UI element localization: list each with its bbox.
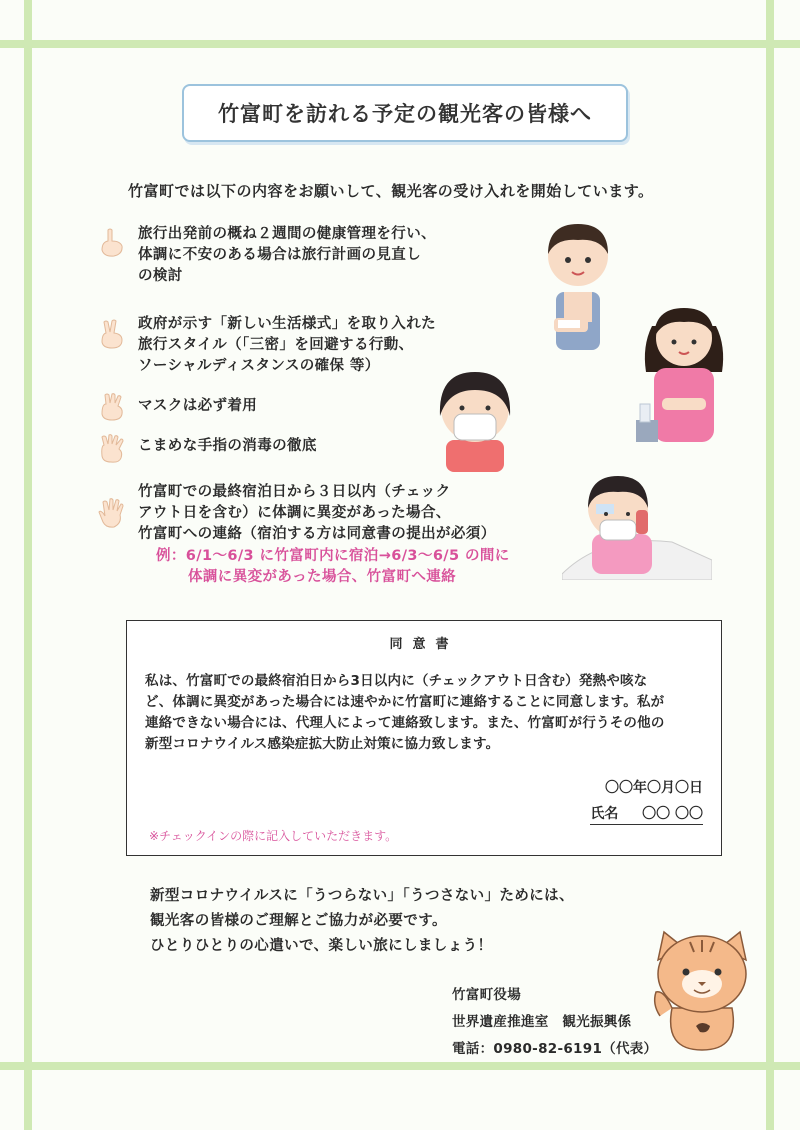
request-item-3: マスクは必ず着用 [138, 398, 258, 414]
frame-line-right [766, 0, 774, 1130]
frame-line-top [0, 40, 800, 48]
contact-info [452, 982, 657, 1063]
request-item-2: 政府が示す「新しい生活様式」を取り入れた 旅行スタイル（「三密」を回避する行動、 ソーシャルディスタンスの確保 等） [138, 316, 436, 374]
hand-four-icon [96, 432, 130, 466]
cat-mascot-illustration [650, 926, 754, 1054]
request-item-5: 竹富町での最終宿泊日から３日以内（チェック アウト日を含む）に体調に異変があった場合、 竹富町への連絡（宿泊する方は同意書の提出が必須） [138, 484, 496, 542]
example-note: 例：6/1～6/3 に竹富町内に宿泊→6/3～6/5 の間に 体調に異変があった場合、竹富町へ連絡 [156, 548, 510, 585]
request-item-1: 旅行出発前の概ね２週間の健康管理を行い、 体調に不安のある場合は旅行計画の見直し の検討 [138, 226, 436, 284]
request-item-4: こまめな手指の消毒の徹底 [138, 438, 317, 454]
contact-dept: 世界遺産推進室 観光振興係 [452, 1014, 632, 1030]
consent-title: 同意書 [389, 637, 459, 652]
consent-body: 私は、竹富町での最終宿泊日から3日以内に（チェックアウト日含む）発熱や咳な ど、体調に異変があった場合には速やかに竹富町に連絡することに同意します。私が 連絡できない場合には、代理人によって連絡致します。また、竹富町が行うその他の 新型コロナウイルス感染症拡大防止対策に協力致します。 [145, 673, 665, 752]
child-mask-illustration [430, 360, 520, 472]
contact-org: 竹富町役場 [452, 987, 521, 1003]
hand-two-icon [96, 318, 130, 352]
woman-illustration [632, 286, 736, 446]
boy-illustration [540, 214, 616, 354]
intro-text: 竹富町では以下の内容をお願いして、観光客の受け入れを開始しています。 [128, 182, 654, 200]
sick-child-illustration [562, 464, 712, 580]
consent-name-line [590, 803, 703, 825]
frame-line-bottom [0, 1062, 800, 1070]
page-title: 竹富町を訪れる予定の観光客の皆様へ [182, 84, 628, 142]
closing-message: 新型コロナウイルスに「うつらない」「うつさない」ためには、 観光客の皆様のご理解とご協力が必要です。 ひとりひとりの心遣いで、楽しい旅にしましょう！ [150, 888, 574, 954]
contact-phone: 電話：0980-82-6191（代表） [452, 1041, 658, 1057]
frame-line-left [24, 0, 32, 1130]
name-label: 氏名 [590, 806, 619, 822]
hand-one-icon [96, 226, 130, 260]
hand-five-icon [96, 496, 130, 530]
consent-note: ※チェックインの際に記入していただきます。 [149, 829, 398, 843]
consent-date: 〇〇年〇月〇日 [605, 780, 703, 796]
hand-three-icon [96, 390, 130, 424]
consent-form [126, 620, 722, 856]
name-value: 〇〇 〇〇 [642, 806, 703, 822]
